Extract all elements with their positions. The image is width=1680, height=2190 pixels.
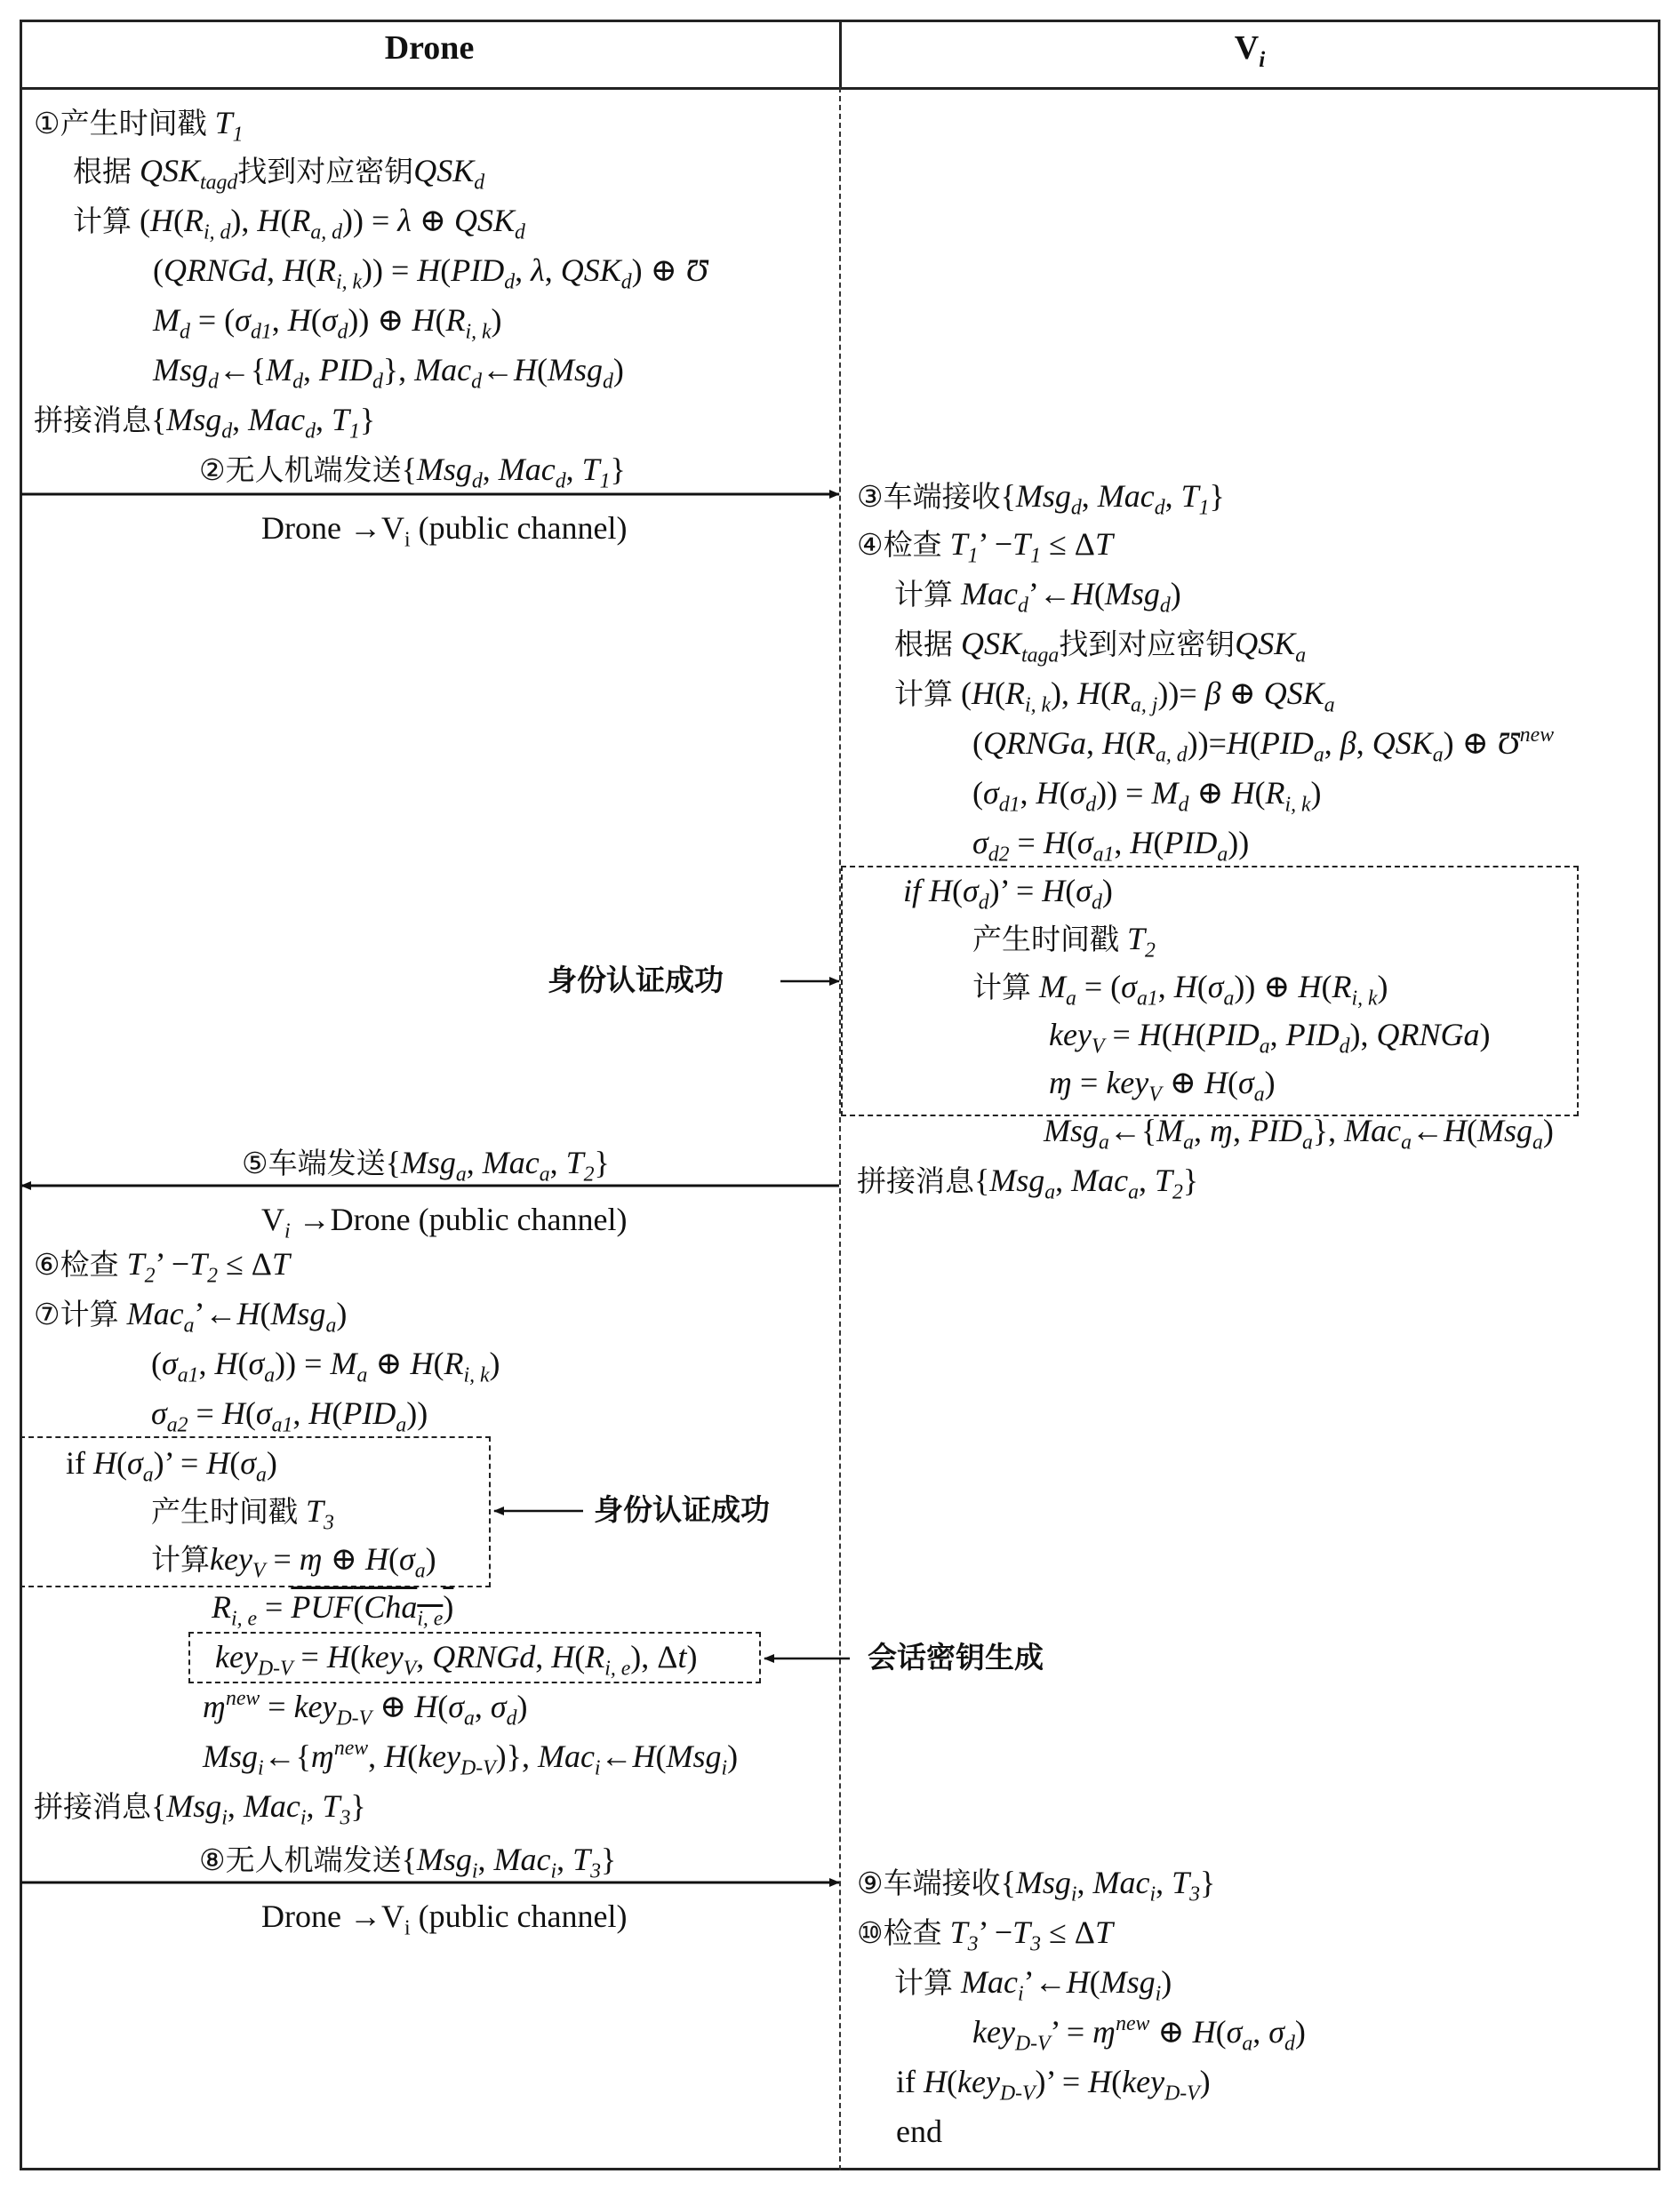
step10-if-check: if H(key$_{D-V}$)’ = H(key$_{D-V}$) <box>896 2064 1211 2106</box>
step4-compute-sigma-d: ($\sigma_{d1}$, $H(\sigma_d)) = M_d$ ⊕ $H(R_{i, k})$ <box>972 775 1322 817</box>
step7-compute-maca: ⑦计算 Mac$_a$’←H(Msg$_a$) <box>34 1296 348 1338</box>
step1-compute-lambda: 计算 ($H(R_{i, d})$, $H(R_{a, d})) = \lambda$ ⊕ $QSK_d$ <box>73 203 525 244</box>
drone-compute-keyv: 计算key$_V$ = ɱ ⊕ $H(\sigma_a)$ <box>151 1541 436 1583</box>
channel-label-1: Drone $\to V_i$ (public channel) <box>261 510 628 552</box>
drone-concat-message: 拼接消息{Msg$_i$, Mac$_i$, $T_3$} <box>34 1788 366 1830</box>
vehicle-if-check: if $H(\sigma_d)$’ = $H(\sigma_d)$ <box>903 873 1113 915</box>
step7-compute-sigma-a2: $\sigma_{a2} = H(\sigma_{a1}$, $H(PID_a)$) <box>151 1395 428 1437</box>
step5-vehicle-send: ⑤车端发送{Msg$_a$, Mac$_a$, $T_2$} <box>242 1145 610 1187</box>
step4-lookup-key: 根据 $QSK_{taga}$找到对应密钥$QSK_a$ <box>894 626 1307 667</box>
step1-lookup-key: 根据 $QSK_{tagd}$找到对应密钥$QSK_d$ <box>73 153 485 195</box>
vehicle-concat-message: 拼接消息{Msg$_a$, Mac$_a$, $T_2$} <box>857 1163 1199 1204</box>
session-key-label: 会话密钥生成 <box>868 1640 1044 1674</box>
step3-vehicle-receive: ③车端接收{Msg$_d$, Mac$_d$, $T_1$} <box>857 478 1225 520</box>
drone-compute-session-key: key$_{D-V}$ = H(key$_V$, QRNGd, $H(R_{i, e})$, Δt) <box>215 1639 698 1681</box>
drone-column-header: Drone <box>384 29 475 67</box>
channel-label-3: Drone $\to V_i$ (public channel) <box>261 1898 628 1940</box>
step10-compute-maci: 计算 Mac$_i$’←H(Msg$_i$) <box>894 1964 1172 2006</box>
vehicle-compute-eta: ɱ = key$_V$ ⊕ $H(\sigma_a)$ <box>1049 1065 1276 1107</box>
step6-check-t2: ⑥检查 $T_2$’ $-T_2 \le \Delta T$ <box>34 1246 290 1288</box>
drone-generate-t3: 产生时间戳 $T_3$ <box>151 1493 334 1535</box>
step1-concat-message: 拼接消息{Msg$_d$, Mac$_d$, $T_1$} <box>34 402 376 444</box>
drone-compute-msgi: Msg$_i$←{ɱ$^{new}$, H(key$_{D-V}$)}, Mac$_i$←H(Msg$_i$) <box>203 1736 739 1780</box>
drone-if-check: if $H(\sigma_a)$’ = $H(\sigma_a)$ <box>66 1445 277 1487</box>
step2-drone-send: ②无人机端发送{Msg$_d$, Mac$_d$, $T_1$} <box>199 452 626 493</box>
vehicle-generate-t2: 产生时间戳 $T_2$ <box>972 921 1156 963</box>
drone-compute-eta-new: ɱ$^{new}$ = key$_{D-V}$ ⊕ $H(\sigma_a$, $\sigma_d$) <box>203 1686 528 1730</box>
vehicle-compute-keyv: $key_V = H(H(PID_a$, $PID_d$), QRNGa) <box>1049 1017 1491 1059</box>
step7-compute-sigma-a: ($\sigma_{a1}$, $H(\sigma_a)) = M_a$ ⊕ $H(R_{i, k})$ <box>151 1346 500 1387</box>
vehicle-column-header: $V_i$ <box>1234 29 1266 72</box>
step1-compute-qrngd: (QRNGd, $H(R_{i, k})) = H(PID_d$, λ, $QSK_d$) ⊕ Ʊ <box>153 252 708 294</box>
auth-success-label-drone: 身份认证成功 <box>594 1492 770 1527</box>
vehicle-compute-msga: $Msg_a\leftarrow\{M_a$, ɱ, $PID_a$}, Mac$_a$←H(Msg$_a$) <box>1044 1113 1554 1155</box>
step4-compute-qrnga: (QRNGa, $H(R_{a, d}))=H(PID_a$, β, $QSK_a$) ⊕ $Ʊ^{new}$ <box>972 723 1555 767</box>
step4-check-t1: ④检查 $T_1$’ $-T_1 \le \Delta T$ <box>857 526 1113 568</box>
step1-compute-md: $M_d = (\sigma_{d1}$, $H(\sigma_d)$) ⊕ $H(R_{i, k})$ <box>153 302 502 344</box>
step4-compute-macd: 计算 Mac$_d$’←H(Msg$_d$) <box>894 576 1181 618</box>
step9-vehicle-receive: ⑨车端接收{Msg$_i$, Mac$_i$, $T_3$} <box>857 1865 1216 1906</box>
step8-drone-send: ⑧无人机端发送{Msg$_i$, Mac$_i$, $T_3$} <box>199 1842 617 1883</box>
drone-compute-puf: $R_{i, e} = PUF(Cha_{i, e})$ <box>212 1589 454 1631</box>
step1-compute-msgd: $Msg_d\leftarrow\{M_d$, $PID_d$}, Mac$_d$←H(Msg$_d$) <box>153 352 624 394</box>
channel-label-2: $V_i$ →Drone (public channel) <box>261 1202 628 1243</box>
step4-compute-sigma-d2: $\sigma_{d2} = H(\sigma_{a1}$, $H(PID_a)$) <box>972 825 1250 867</box>
step10-end: end <box>896 2114 942 2149</box>
vehicle-compute-ma: 计算 $M_a = (\sigma_{a1}$, $H(\sigma_a)$) ⊕ $H(R_{i, k})$ <box>972 969 1388 1011</box>
step1-generate-t1: ①产生时间戳 $T_1$ <box>34 105 244 147</box>
auth-success-label-vehicle: 身份认证成功 <box>548 963 724 997</box>
step10-check-t3: ⑩检查 $T_3$’ $-T_3 \le \Delta T$ <box>857 1914 1113 1956</box>
step4-compute-beta: 计算 ($H(R_{i, k})$, $H(R_{a, j}))= \beta$ ⊕ $QSK_a$ <box>894 675 1335 717</box>
step10-compute-key-dv: key$_{D-V}$’ = ɱ$^{new}$ ⊕ $H(\sigma_a$, $\sigma_d$) <box>972 2011 1306 2056</box>
